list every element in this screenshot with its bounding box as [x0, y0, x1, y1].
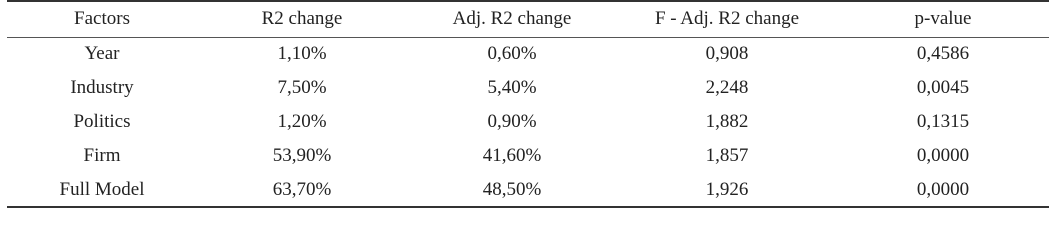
- cell-factor: Firm: [83, 145, 121, 166]
- results-table-container: [7, 0, 1049, 208]
- cell-f-adj-r2-change: 1,857: [705, 145, 749, 166]
- header-factors: Factors: [7, 1, 197, 37]
- cell-factor: Politics: [73, 111, 131, 132]
- table-row: [7, 71, 1049, 105]
- cell-p-value: 0,0045: [916, 77, 970, 98]
- header-f-adj-r2-change: F - Adj. R2 change: [617, 1, 837, 37]
- table-row: [7, 173, 1049, 207]
- table-row: [7, 105, 1049, 139]
- cell-factor: Industry: [70, 77, 134, 98]
- cell-factor: Full Model: [7, 173, 197, 207]
- header-row: [7, 1, 1049, 37]
- table-row: [7, 139, 1049, 173]
- cell-r2-change: 63,70%: [197, 173, 407, 207]
- header-adj-r2-change: Adj. R2 change: [407, 1, 617, 37]
- cell-adj-r2-change: 41,60%: [482, 145, 542, 166]
- cell-adj-r2-change: 0,90%: [487, 111, 537, 132]
- cell-p-value: 0,0000: [916, 145, 970, 166]
- cell-adj-r2-change: 5,40%: [487, 77, 537, 98]
- cell-p-value: 0,0000: [837, 173, 1049, 207]
- cell-p-value: 0,1315: [916, 111, 970, 132]
- header-r2-change: R2 change: [197, 1, 407, 37]
- header-p-value: p-value: [837, 1, 1049, 37]
- cell-f-adj-r2-change: 2,248: [705, 77, 749, 98]
- cell-r2-change: 7,50%: [277, 77, 327, 98]
- table-body: [7, 37, 1049, 207]
- cell-adj-r2-change: 48,50%: [407, 173, 617, 207]
- results-table: [7, 0, 1049, 208]
- cell-r2-change: 53,90%: [272, 145, 332, 166]
- cell-f-adj-r2-change: 1,926: [617, 173, 837, 207]
- cell-r2-change: 1,20%: [277, 111, 327, 132]
- table-header: [7, 1, 1049, 37]
- cell-r2-change: 1,10%: [277, 43, 327, 65]
- cell-adj-r2-change: 0,60%: [487, 43, 537, 65]
- cell-factor: Year: [84, 43, 120, 65]
- cell-p-value: 0,4586: [916, 43, 970, 65]
- table-row: [7, 37, 1049, 71]
- cell-f-adj-r2-change: 1,882: [705, 111, 749, 132]
- cell-f-adj-r2-change: 0,908: [705, 43, 749, 65]
